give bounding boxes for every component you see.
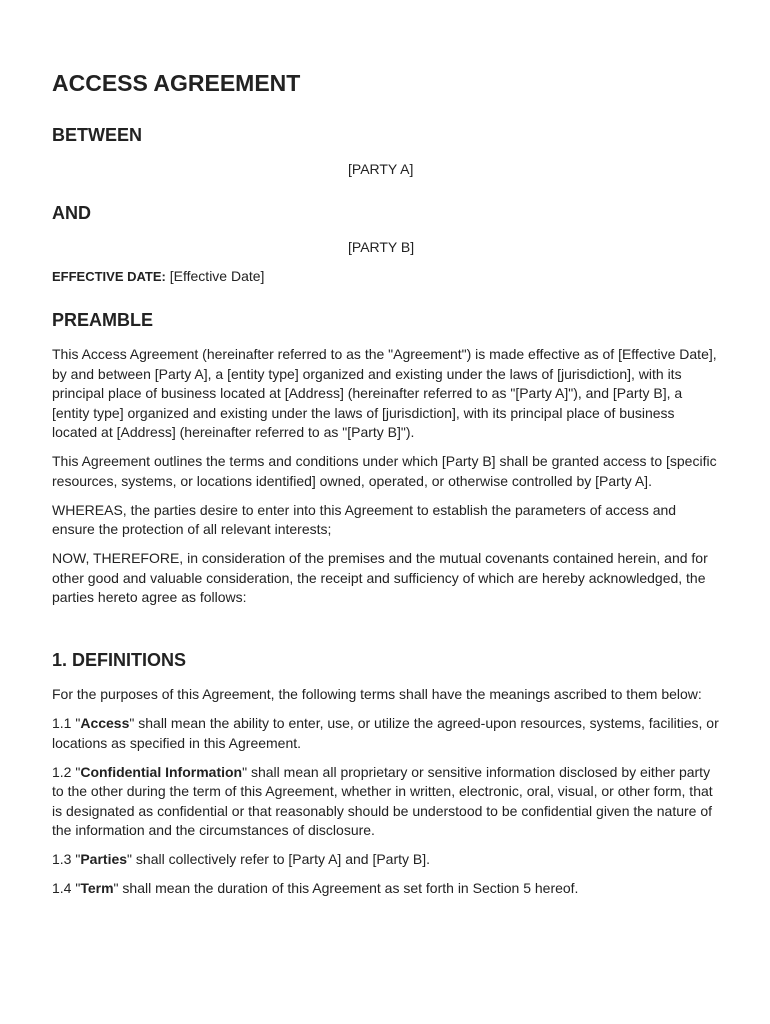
definition-item: 1.2 "Confidential Information" shall mean all proprietary or sensitive information disclosed by either party to the other during the term of this Agreement, whether in written, electronic, oral, visual, or other form, that is designated as confidential or that reasonably should be understood to be confidential given the nature of the information and the circumstances of disclosure. — [52, 763, 713, 838]
definition-text: shall mean the ability to enter, use, or utilize the agreed-upon resources, systems, facilities, or locations as specified in this Agreement. — [52, 715, 719, 751]
definition-number: 1.1 — [52, 715, 72, 731]
definition-text: shall mean the duration of this Agreement as set forth in Section 5 hereof. — [118, 880, 579, 896]
effective-date-label: EFFECTIVE DATE: — [52, 269, 166, 284]
definition-item: 1.4 "Term" shall mean the duration of this Agreement as set forth in Section 5 hereof. — [52, 880, 579, 896]
definition-term: Term — [80, 880, 114, 896]
preamble-heading: PREAMBLE — [52, 310, 154, 330]
effective-date-value: [Effective Date] — [169, 268, 265, 284]
definitions-heading: 1. DEFINITIONS — [52, 650, 187, 670]
definition-term: Access — [80, 715, 130, 731]
preamble-paragraph: This Access Agreement (hereinafter referred to as the "Agreement") is made effective as of [Effective Date], by and between [Party A], a [entity type] organized and existing under the laws of [jurisdiction], with its principal place of business located at [Address] (hereinafter referred to as "[Party A]"), and [Party B], a [entity type] organized and existing under the laws of [jurisdiction], with its principal place of business located at [Address] (hereinafter referred to as "[Party B]"). — [52, 346, 717, 440]
document-title: ACCESS AGREEMENT — [52, 70, 301, 96]
preamble-paragraph: WHEREAS, the parties desire to enter into this Agreement to establish the parameters of access and ensure the protection of all relevant interests; — [52, 501, 677, 537]
definition-number: 1.3 — [52, 851, 72, 867]
effective-date-line — [52, 268, 264, 284]
preamble-body — [52, 345, 722, 617]
definition-term: Parties — [80, 851, 128, 867]
definition-item: 1.3 "Parties" shall collectively refer to [Party A] and [Party B]. — [52, 851, 431, 867]
definition-term: Confidential Information — [80, 763, 243, 780]
between-heading: BETWEEN — [52, 125, 142, 145]
preamble-paragraph: This Agreement outlines the terms and conditions under which [Party B] shall be granted access to [specific resources, systems, or locations identified] owned, operated, or otherwise controlled by [Party A]. — [52, 453, 717, 489]
definition-number: 1.2 — [52, 763, 72, 780]
definition-number: 1.4 — [52, 880, 72, 896]
definition-text: shall collectively refer to [Party A] and [Party B]. — [132, 851, 431, 867]
party-a-name: [PARTY A] — [348, 161, 414, 177]
definitions-intro: For the purposes of this Agreement, the following terms shall have the meanings ascribed to them below: — [52, 686, 702, 702]
definition-text: shall mean all proprietary or sensitive information disclosed by either party to the other during the term of this Agreement, whether in written, electronic, oral, visual, or other form, that is designated as confidential or that reasonably should be understood to be confidential given the nature of the information and the circumstances of disclosure. — [52, 763, 713, 838]
definitions-body — [52, 685, 722, 908]
preamble-paragraph: NOW, THEREFORE, in consideration of the premises and the mutual covenants contained herein, and for other good and valuable consideration, the receipt and sufficiency of which are hereby acknowledged, the parties hereto agree as follows: — [52, 550, 708, 605]
party-b-name: [PARTY B] — [348, 239, 415, 255]
and-heading: AND — [52, 203, 91, 223]
definition-item: 1.1 "Access" shall mean the ability to enter, use, or utilize the agreed-upon resources, systems, facilities, or locations as specified in this Agreement. — [52, 715, 719, 751]
